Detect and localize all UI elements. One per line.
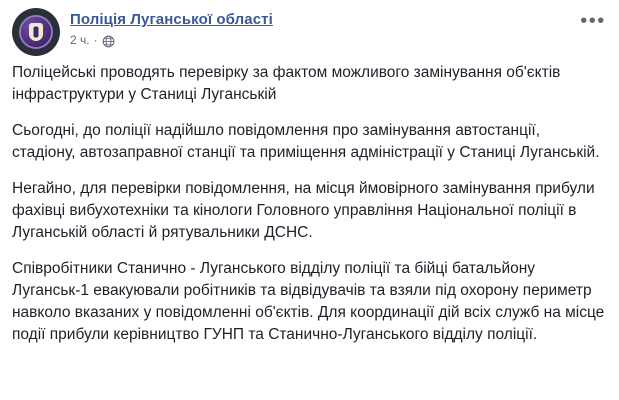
emblem-trident	[34, 27, 39, 38]
globe-icon[interactable]	[102, 35, 115, 48]
post-paragraph: Співробітники Станично - Луганського відділу поліції та бійці батальйону Луганськ-1 евакуювали робітників та відвідувачів та взяли під охорону периметр навколо вказаних у повідомленні об'єктів. Для координації дій всіх служб на місце події прибули керівництво ГУНП та Станично-Луганського відділу поліції.	[12, 260, 605, 343]
post-header	[0, 0, 619, 58]
post-body	[0, 58, 619, 346]
post-paragraph: Поліцейські проводять перевірку за фактом можливого замінування об'єктів інфраструктури у Станиці Луганській	[12, 64, 561, 103]
post-meta	[70, 33, 579, 47]
post-paragraph: Негайно, для перевірки повідомлення, на місця ймовірного замінування прибули фахівці вибухотехніки та кінологи Головного управління Національної поліції в Луганській області й рятувальники ДСНС.	[12, 180, 595, 241]
page-name-link[interactable]: Поліція Луганської області	[70, 11, 273, 28]
post-header-text	[70, 8, 579, 47]
post-paragraph: Сьогодні, до поліції надійшло повідомлення про замінування автостанції, стадіону, автозаправної станції та приміщення адміністрації у Станиці Луганській.	[12, 122, 600, 161]
post-options-menu-icon[interactable]: •••	[580, 10, 606, 32]
police-emblem-avatar[interactable]	[12, 8, 60, 56]
avatar[interactable]	[12, 8, 60, 56]
meta-separator: ·	[93, 33, 98, 47]
post-timestamp[interactable]: 2 ч.	[70, 33, 90, 47]
